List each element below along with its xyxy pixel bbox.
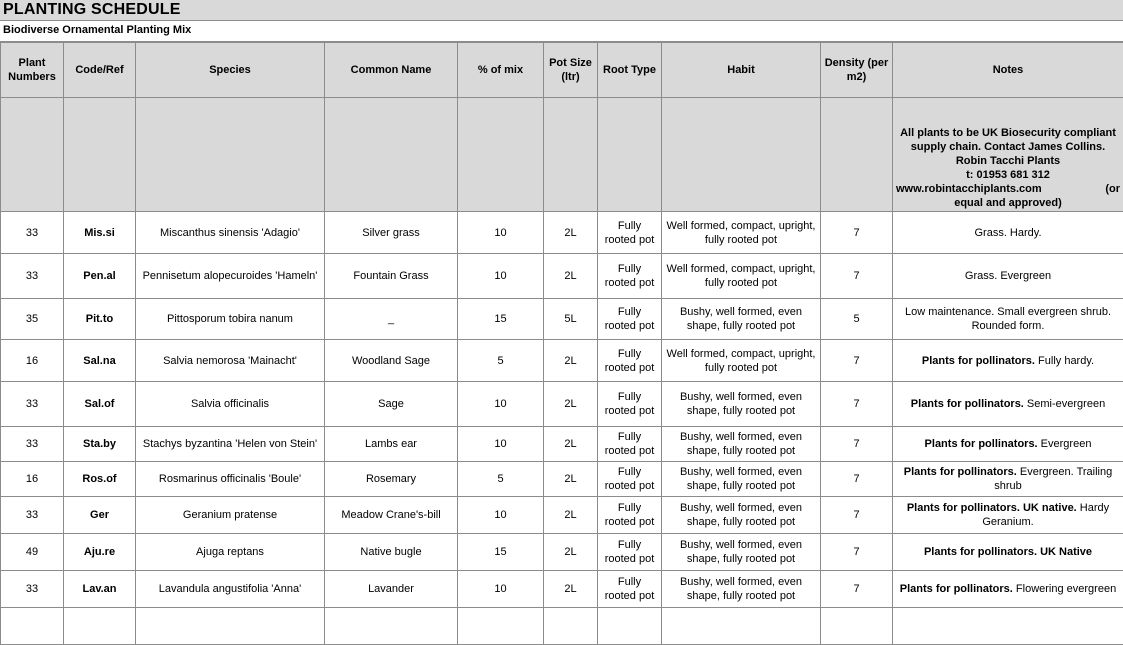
supplier-website: www.robintacchiplants.com xyxy=(896,182,1042,196)
species-cell: Stachys byzantina 'Helen von Stein' xyxy=(136,427,325,462)
percent-mix-cell: 10 xyxy=(458,254,544,299)
notes-emphasis: Plants for pollinators. xyxy=(911,398,1024,410)
col-header-percent-mix: % of mix xyxy=(458,43,544,98)
species-cell: Lavandula angustifolia 'Anna' xyxy=(136,571,325,608)
percent-mix-cell: 10 xyxy=(458,382,544,427)
info-cell xyxy=(598,98,662,212)
notes-emphasis: Plants for pollinators. UK Native xyxy=(924,546,1092,558)
pot-size-cell: 5L xyxy=(544,299,598,340)
common-name-cell: Fountain Grass xyxy=(325,254,458,299)
empty-cell xyxy=(893,608,1123,645)
code-ref-cell: Ros.of xyxy=(64,462,136,497)
root-type-cell: Fully rooted pot xyxy=(598,212,662,254)
notes-text: Grass. Evergreen xyxy=(965,270,1051,282)
density-cell: 5 xyxy=(821,299,893,340)
plant-numbers-cell: 35 xyxy=(1,299,64,340)
plant-numbers-cell: 33 xyxy=(1,212,64,254)
pot-size-cell: 2L xyxy=(544,571,598,608)
habit-cell: Well formed, compact, upright, fully rooted pot xyxy=(662,212,821,254)
habit-cell: Bushy, well formed, even shape, fully rooted pot xyxy=(662,571,821,608)
table-row xyxy=(1,340,1123,382)
table-row xyxy=(1,571,1123,608)
species-cell: Ajuga reptans xyxy=(136,534,325,571)
common-name-cell: Lambs ear xyxy=(325,427,458,462)
col-header-species: Species xyxy=(136,43,325,98)
pot-size-cell: 2L xyxy=(544,254,598,299)
habit-cell: Well formed, compact, upright, fully rooted pot xyxy=(662,340,821,382)
table-row xyxy=(1,497,1123,534)
code-ref-cell: Ger xyxy=(64,497,136,534)
col-header-plant-numbers: Plant Numbers xyxy=(1,43,64,98)
code-ref-cell: Sal.of xyxy=(64,382,136,427)
table-row xyxy=(1,534,1123,571)
habit-cell: Bushy, well formed, even shape, fully rooted pot xyxy=(662,534,821,571)
supplier-website-line xyxy=(896,182,1120,196)
subtitle-bar xyxy=(0,21,1123,42)
notes-cell xyxy=(893,571,1123,608)
supplier-phone: t: 01953 681 312 xyxy=(896,168,1120,182)
notes-text: Evergreen. Trailing shrub xyxy=(994,466,1115,492)
table-row xyxy=(1,462,1123,497)
density-cell: 7 xyxy=(821,534,893,571)
empty-cell xyxy=(64,608,136,645)
common-name-cell: Lavander xyxy=(325,571,458,608)
habit-cell: Bushy, well formed, even shape, fully rooted pot xyxy=(662,299,821,340)
info-cell xyxy=(458,98,544,212)
notes-emphasis: Plants for pollinators. xyxy=(922,355,1035,367)
code-ref-cell: Sal.na xyxy=(64,340,136,382)
common-name-cell: Native bugle xyxy=(325,534,458,571)
info-cell xyxy=(1,98,64,212)
species-cell: Geranium pratense xyxy=(136,497,325,534)
common-name-cell: Rosemary xyxy=(325,462,458,497)
col-header-pot-size: Pot Size (ltr) xyxy=(544,43,598,98)
common-name-cell: _ xyxy=(325,299,458,340)
supplier-note-line: All plants to be UK Biosecurity compliant xyxy=(896,126,1120,140)
species-cell: Rosmarinus officinalis 'Boule' xyxy=(136,462,325,497)
plant-numbers-cell: 16 xyxy=(1,462,64,497)
empty-cell xyxy=(1,608,64,645)
root-type-cell: Fully rooted pot xyxy=(598,340,662,382)
density-cell: 7 xyxy=(821,571,893,608)
habit-cell: Well formed, compact, upright, fully rooted pot xyxy=(662,254,821,299)
plant-numbers-cell: 33 xyxy=(1,382,64,427)
col-header-habit: Habit xyxy=(662,43,821,98)
species-cell: Salvia nemorosa 'Mainacht' xyxy=(136,340,325,382)
percent-mix-cell: 10 xyxy=(458,427,544,462)
habit-cell: Bushy, well formed, even shape, fully rooted pot xyxy=(662,497,821,534)
supplier-name: Robin Tacchi Plants xyxy=(896,154,1120,168)
root-type-cell: Fully rooted pot xyxy=(598,462,662,497)
percent-mix-cell: 15 xyxy=(458,299,544,340)
root-type-cell: Fully rooted pot xyxy=(598,382,662,427)
pot-size-cell: 2L xyxy=(544,534,598,571)
plant-numbers-cell: 33 xyxy=(1,497,64,534)
supplier-notes xyxy=(893,98,1123,212)
info-cell xyxy=(821,98,893,212)
notes-text: Flowering evergreen xyxy=(1013,583,1116,595)
pot-size-cell: 2L xyxy=(544,462,598,497)
percent-mix-cell: 10 xyxy=(458,497,544,534)
table-row xyxy=(1,382,1123,427)
root-type-cell: Fully rooted pot xyxy=(598,299,662,340)
empty-cell xyxy=(544,608,598,645)
info-cell xyxy=(662,98,821,212)
code-ref-cell: Sta.by xyxy=(64,427,136,462)
common-name-cell: Meadow Crane's-bill xyxy=(325,497,458,534)
info-cell xyxy=(325,98,458,212)
percent-mix-cell: 15 xyxy=(458,534,544,571)
habit-cell: Bushy, well formed, even shape, fully rooted pot xyxy=(662,427,821,462)
plant-numbers-cell: 33 xyxy=(1,427,64,462)
species-cell: Miscanthus sinensis 'Adagio' xyxy=(136,212,325,254)
planting-schedule-table xyxy=(0,42,1123,645)
code-ref-cell: Lav.an xyxy=(64,571,136,608)
notes-cell xyxy=(893,382,1123,427)
schedule-title: PLANTING SCHEDULE xyxy=(3,1,181,19)
info-cell xyxy=(64,98,136,212)
plant-numbers-cell: 16 xyxy=(1,340,64,382)
notes-cell xyxy=(893,462,1123,497)
habit-cell: Bushy, well formed, even shape, fully rooted pot xyxy=(662,382,821,427)
pot-size-cell: 2L xyxy=(544,212,598,254)
empty-cell xyxy=(662,608,821,645)
code-ref-cell: Pen.al xyxy=(64,254,136,299)
title-bar xyxy=(0,0,1123,21)
code-ref-cell: Aju.re xyxy=(64,534,136,571)
common-name-cell: Woodland Sage xyxy=(325,340,458,382)
notes-emphasis: Plants for pollinators. xyxy=(904,466,1017,478)
notes-cell xyxy=(893,212,1123,254)
notes-text: Low maintenance. Small evergreen shrub. Rounded form. xyxy=(905,306,1114,332)
info-row xyxy=(1,98,1123,212)
col-header-common-name: Common Name xyxy=(325,43,458,98)
table-row xyxy=(1,427,1123,462)
notes-emphasis: Plants for pollinators. UK native. xyxy=(907,502,1077,514)
col-header-root-type: Root Type xyxy=(598,43,662,98)
empty-cell xyxy=(325,608,458,645)
empty-row xyxy=(1,608,1123,645)
notes-cell xyxy=(893,340,1123,382)
root-type-cell: Fully rooted pot xyxy=(598,427,662,462)
density-cell: 7 xyxy=(821,340,893,382)
code-ref-cell: Pit.to xyxy=(64,299,136,340)
common-name-cell: Sage xyxy=(325,382,458,427)
supplier-note-line: supply chain. Contact James Collins. xyxy=(896,140,1120,154)
pot-size-cell: 2L xyxy=(544,340,598,382)
pot-size-cell: 2L xyxy=(544,497,598,534)
notes-text: Hardy Geranium. xyxy=(982,502,1112,528)
col-header-notes: Notes xyxy=(893,43,1123,98)
info-cell xyxy=(136,98,325,212)
notes-emphasis: Plants for pollinators. xyxy=(925,438,1038,450)
density-cell: 7 xyxy=(821,427,893,462)
plant-numbers-cell: 49 xyxy=(1,534,64,571)
col-header-density: Density (per m2) xyxy=(821,43,893,98)
pot-size-cell: 2L xyxy=(544,382,598,427)
or-text: (or xyxy=(1105,182,1120,196)
empty-cell xyxy=(821,608,893,645)
notes-text: Semi-evergreen xyxy=(1024,398,1105,410)
root-type-cell: Fully rooted pot xyxy=(598,254,662,299)
percent-mix-cell: 5 xyxy=(458,462,544,497)
table-row xyxy=(1,212,1123,254)
notes-cell xyxy=(893,254,1123,299)
density-cell: 7 xyxy=(821,212,893,254)
root-type-cell: Fully rooted pot xyxy=(598,571,662,608)
percent-mix-cell: 10 xyxy=(458,212,544,254)
species-cell: Pittosporum tobira nanum xyxy=(136,299,325,340)
notes-cell xyxy=(893,427,1123,462)
notes-emphasis: Plants for pollinators. xyxy=(900,583,1013,595)
density-cell: 7 xyxy=(821,254,893,299)
notes-text: Evergreen xyxy=(1038,438,1092,450)
empty-cell xyxy=(598,608,662,645)
schedule-subtitle: Biodiverse Ornamental Planting Mix xyxy=(3,24,191,36)
table-row xyxy=(1,254,1123,299)
common-name-cell: Silver grass xyxy=(325,212,458,254)
notes-cell xyxy=(893,534,1123,571)
notes-text: Grass. Hardy. xyxy=(974,227,1041,239)
species-cell: Pennisetum alopecuroides 'Hameln' xyxy=(136,254,325,299)
percent-mix-cell: 10 xyxy=(458,571,544,608)
species-cell: Salvia officinalis xyxy=(136,382,325,427)
header-row xyxy=(1,43,1123,98)
table-row xyxy=(1,299,1123,340)
code-ref-cell: Mis.si xyxy=(64,212,136,254)
pot-size-cell: 2L xyxy=(544,427,598,462)
density-cell: 7 xyxy=(821,497,893,534)
empty-cell xyxy=(136,608,325,645)
habit-cell: Bushy, well formed, even shape, fully rooted pot xyxy=(662,462,821,497)
density-cell: 7 xyxy=(821,382,893,427)
notes-text: Fully hardy. xyxy=(1035,355,1094,367)
percent-mix-cell: 5 xyxy=(458,340,544,382)
root-type-cell: Fully rooted pot xyxy=(598,534,662,571)
notes-cell xyxy=(893,497,1123,534)
supplier-note-line: equal and approved) xyxy=(896,196,1120,210)
plant-numbers-cell: 33 xyxy=(1,571,64,608)
root-type-cell: Fully rooted pot xyxy=(598,497,662,534)
notes-cell xyxy=(893,299,1123,340)
density-cell: 7 xyxy=(821,462,893,497)
col-header-code-ref: Code/Ref xyxy=(64,43,136,98)
plant-numbers-cell: 33 xyxy=(1,254,64,299)
empty-cell xyxy=(458,608,544,645)
info-cell xyxy=(544,98,598,212)
